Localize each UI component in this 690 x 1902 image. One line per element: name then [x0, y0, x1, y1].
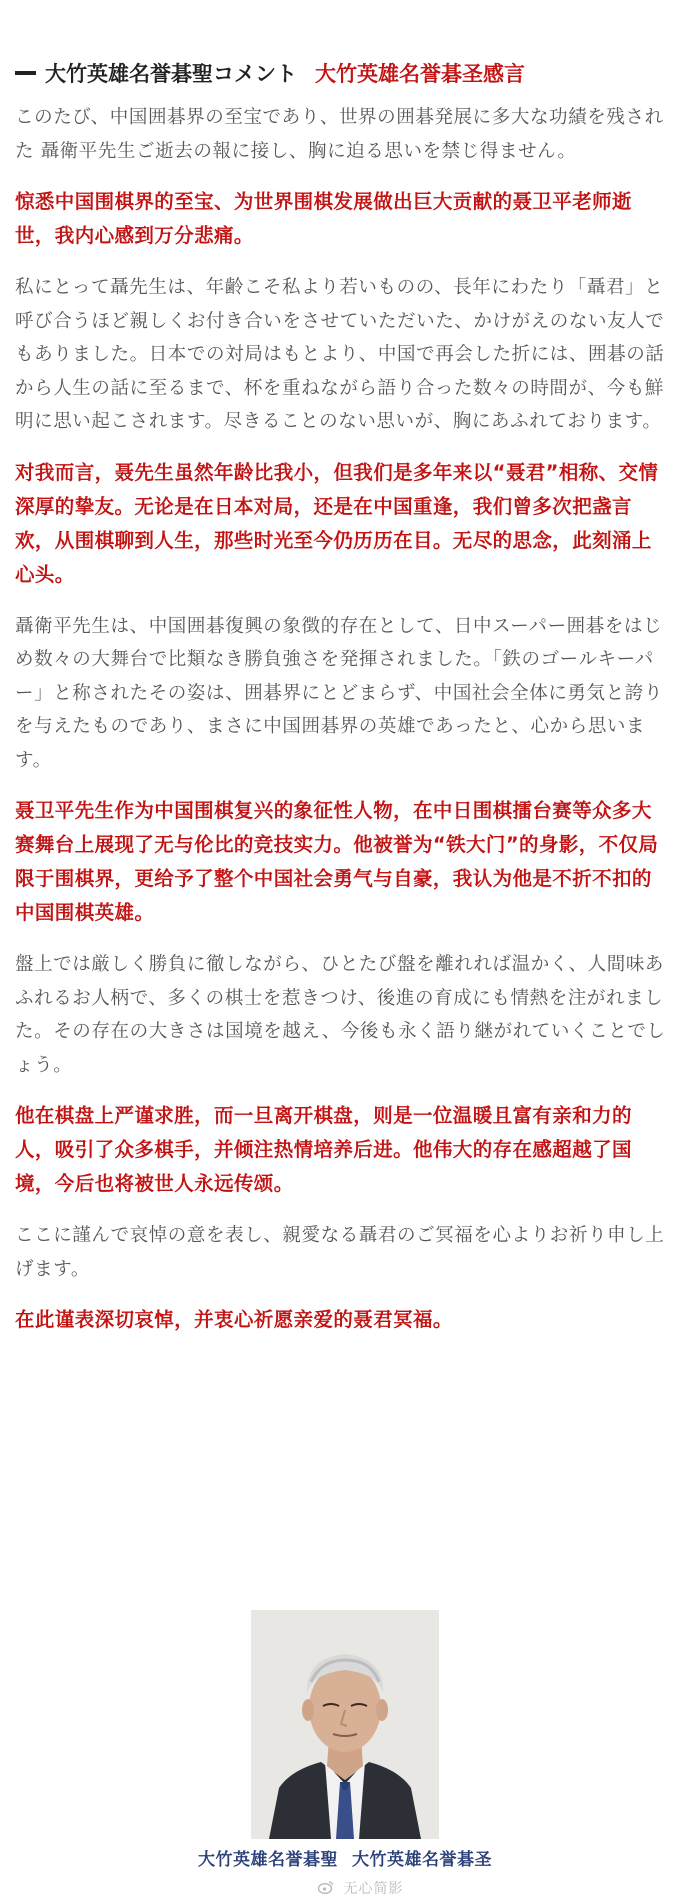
paragraph-chinese: 他在棋盘上严谨求胜，而一旦离开棋盘，则是一位温暖且富有亲和力的人，吸引了众多棋手，并倾注热情培养后进。他伟大的存在感超越了国境，今后也将被世人永远传颂。 [15, 1104, 632, 1195]
paragraph-japanese: このたび、中国囲碁界の至宝であり、世界の囲碁発展に多大な功績を残された 聶衛平先生ご逝去の報に接し、胸に迫る思いを禁じ得ません。 [15, 107, 664, 162]
portrait-figure [0, 1610, 690, 1870]
paragraph-japanese: ここに謹んで哀悼の意を表し、親愛なる聶君のご冥福を心よりお祈り申し上げます。 [15, 1225, 665, 1280]
title-japanese: 大竹英雄名誉碁聖コメント [45, 62, 297, 86]
portrait-photo [251, 1610, 439, 1839]
portrait-caption [0, 1845, 690, 1870]
portrait-illustration [251, 1610, 439, 1839]
section-title [15, 53, 668, 93]
caption-chinese: 大竹英雄名誉碁圣 [352, 1850, 492, 1870]
watermark [318, 1878, 403, 1898]
paragraph-chinese: 对我而言，聂先生虽然年龄比我小，但我们是多年来以“聂君”相称、交情深厚的挚友。无论是在日本对局，还是在中国重逢，我们曾多次把盏言欢，从围棋聊到人生，那些时光至今仍历历在目。无尽的思念，此刻涌上心头。 [15, 460, 659, 586]
paragraph-japanese: 聶衛平先生は、中国囲碁復興の象徴的存在として、日中スーパー囲碁をはじめ数々の大舞台で比類なき勝負強さを発揮されました。「鉄のゴールキーパー」と称されたその姿は、囲碁界にとどまらず、中国社会全体に勇気と誇りを与えたものであり、まさに中国囲碁界の英雄であったと、心から思います。 [15, 615, 663, 771]
paragraph-japanese: 私にとって聶先生は、年齢こそ私より若いものの、長年にわたり「聶君」と呼び合うほど親しくお付き合いをさせていただいた、かけがえのない友人でもありました。日本での対局はもとより、中国で再会した折には、囲碁の話から人生の話に至るまで、杯を重ねながら語り合った数々の時間が、今も鮮明に思い起こされます。尽きることのない思いが、胸にあふれております。 [15, 277, 665, 432]
weibo-icon [318, 1880, 334, 1898]
watermark-text: 无心简影 [343, 1881, 404, 1897]
caption-japanese: 大竹英雄名誉碁聖 [198, 1850, 338, 1870]
paragraph-japanese: 盤上では厳しく勝負に徹しながら、ひとたび盤を離れれば温かく、人間味あふれるお人柄で、多くの棋士を惹きつけ、後進の育成にも情熱を注がれました。その存在の大きさは国境を越え、今後も永く語り継がれていくことでしょう。 [15, 954, 666, 1076]
paragraph-chinese: 在此谨表深切哀悼，并衷心祈愿亲爱的聂君冥福。 [15, 1308, 453, 1331]
paragraph-chinese: 惊悉中国围棋界的至宝、为世界围棋发展做出巨大贡献的聂卫平老师逝世，我内心感到万分悲痛。 [15, 190, 632, 247]
paragraph-chinese: 聂卫平先生作为中国围棋复兴的象征性人物，在中日围棋擂台赛等众多大赛舞台上展现了无与伦比的竞技实力。他被誉为“铁大门”的身影，不仅局限于围棋界，更给予了整个中国社会勇气与自豪，我认为他是不折不扣的中国围棋英雄。 [15, 799, 659, 924]
title-chinese: 大竹英雄名誉碁圣感言 [315, 62, 525, 86]
title-dash-icon [15, 71, 36, 75]
